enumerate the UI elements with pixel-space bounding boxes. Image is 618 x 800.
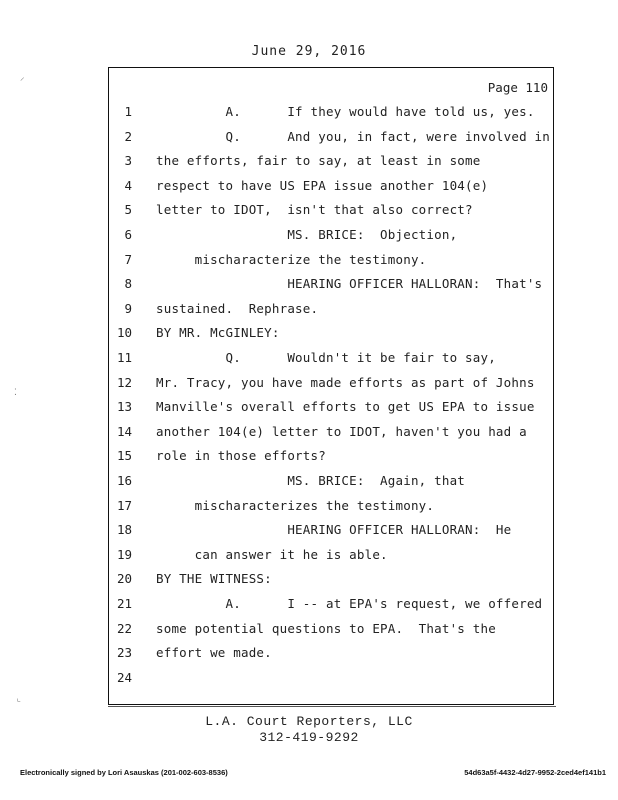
reporter-name: L.A. Court Reporters, LLC: [205, 714, 413, 729]
line-number: 1: [124, 104, 132, 119]
line-number: 12: [116, 375, 132, 390]
page-number: Page 110: [487, 80, 548, 95]
line-number: 2: [124, 129, 132, 144]
line-text: Q. And you, in fact, were involved in: [156, 129, 551, 144]
line-number: 9: [124, 301, 132, 316]
transcript-date: June 29, 2016: [251, 44, 367, 59]
scan-mark: ⸝: [20, 73, 25, 83]
line-text: letter to IDOT, isn't that also correct?: [156, 202, 473, 217]
frame-bottom-rule: [108, 706, 556, 707]
line-number: 11: [116, 350, 132, 365]
line-number: 13: [116, 399, 132, 414]
line-number: 14: [116, 424, 132, 439]
line-text: MS. BRICE: Objection,: [156, 227, 458, 242]
line-text: A. If they would have told us, yes.: [156, 104, 535, 119]
line-text: the efforts, fair to say, at least in some: [156, 153, 481, 168]
line-text: effort we made.: [156, 645, 272, 660]
line-number: 6: [124, 227, 132, 242]
document-hash: 54d63a5f-4432-4d27-9952-2ced4ef141b1: [464, 768, 606, 777]
line-text: BY MR. McGINLEY:: [156, 325, 280, 340]
line-number: 8: [124, 276, 132, 291]
electronic-signature: Electronically signed by Lori Asauskas (201-002-603-8536): [20, 768, 228, 777]
line-text: respect to have US EPA issue another 104(e): [156, 178, 489, 193]
line-text: HEARING OFFICER HALLORAN: He: [156, 522, 512, 537]
line-number: 22: [116, 621, 132, 636]
line-text: mischaracterizes the testimony.: [156, 498, 435, 513]
line-number: 23: [116, 645, 132, 660]
line-text: MS. BRICE: Again, that: [156, 473, 466, 488]
line-number: 7: [124, 252, 132, 267]
line-number: 17: [116, 498, 132, 513]
line-number: 16: [116, 473, 132, 488]
line-number: 19: [116, 547, 132, 562]
line-number: 10: [116, 325, 132, 340]
line-number: 21: [116, 596, 132, 611]
line-text: sustained. Rephrase.: [156, 301, 319, 316]
line-number: 20: [116, 571, 132, 586]
scan-mark: ⌞: [16, 694, 22, 704]
line-text: some potential questions to EPA. That's the: [156, 621, 496, 636]
line-text: mischaracterize the testimony.: [156, 252, 427, 267]
line-number: 18: [116, 522, 132, 537]
reporter-phone: 312-419-9292: [259, 730, 359, 745]
line-number: 24: [116, 670, 132, 685]
line-text: Manville's overall efforts to get US EPA to issue: [156, 399, 535, 414]
line-text: Mr. Tracy, you have made efforts as part of Johns: [156, 375, 535, 390]
line-text: can answer it he is able.: [156, 547, 388, 562]
scan-mark: ⁚: [14, 388, 17, 398]
line-number: 5: [124, 202, 132, 217]
line-text: BY THE WITNESS:: [156, 571, 272, 586]
line-number: 15: [116, 448, 132, 463]
line-text: A. I -- at EPA's request, we offered: [156, 596, 543, 611]
line-number: 3: [124, 153, 132, 168]
line-text: Q. Wouldn't it be fair to say,: [156, 350, 496, 365]
line-text: HEARING OFFICER HALLORAN: That's: [156, 276, 543, 291]
line-text: another 104(e) letter to IDOT, haven't you had a: [156, 424, 527, 439]
line-text: role in those efforts?: [156, 448, 326, 463]
line-number: 4: [124, 178, 132, 193]
